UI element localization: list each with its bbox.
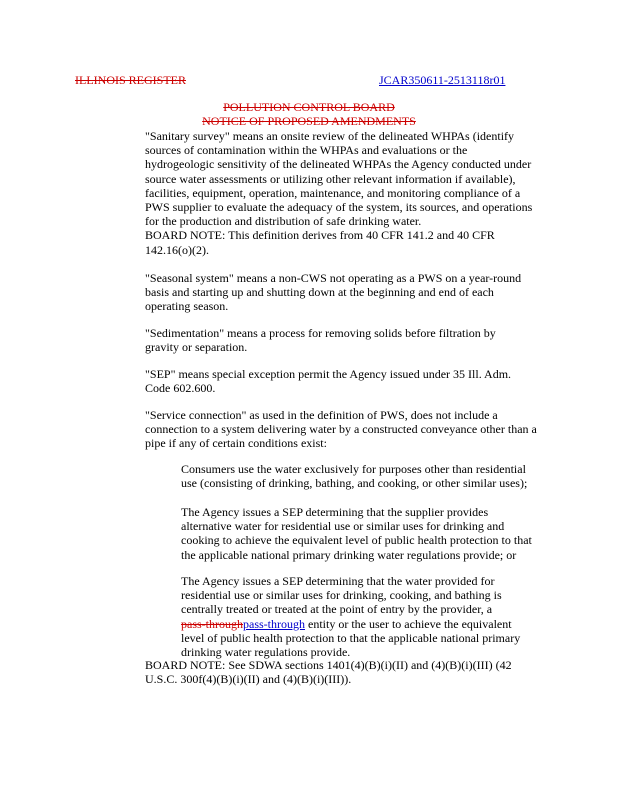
text-line: use (consisting of drinking, bathing, and cooking, or other similar uses); <box>181 476 528 491</box>
text-line: BOARD NOTE: This definition derives from 40 CFR 141.2 and 40 CFR <box>145 228 495 243</box>
title-board: POLLUTION CONTROL BOARD <box>223 100 395 114</box>
inserted-text[interactable]: pass-through <box>243 616 305 631</box>
text-line: centrally treated or treated at the point of entry by the provider, a <box>181 602 493 617</box>
def-service-connection <box>145 408 537 451</box>
text-line: "Sanitary survey" means an onsite review of the delineated WHPAs (identify <box>145 129 515 143</box>
text-line: pipe if any of certain conditions exist: <box>145 436 327 451</box>
text-line: The Agency issues a SEP determining that the supplier provides <box>181 505 489 519</box>
board-note-sdwa <box>145 658 512 686</box>
condition-1 <box>181 462 527 490</box>
text-line: source water assessments or utilizing other relevant information if available), <box>145 171 516 186</box>
text-line: PWS supplier to evaluate the adequacy of the system, its sources, and operations <box>145 200 533 215</box>
condition-3 <box>181 574 520 659</box>
text-line: "Seasonal system" means a non-CWS not operating as a PWS on a year-round <box>145 271 522 285</box>
text-line: sources of contamination within the WHPAs and evaluations or the <box>145 143 468 158</box>
title-notice: NOTICE OF PROPOSED AMENDMENTS <box>202 114 416 128</box>
text-line: cooking to achieve the equivalent level of public health protection to that <box>181 533 532 548</box>
text-line: 142.16(o)(2). <box>145 242 209 257</box>
text-line: operating season. <box>145 299 229 314</box>
text-fragment: entity or the user to achieve the equivalent <box>308 616 512 631</box>
text-line-with-revision <box>181 617 520 631</box>
text-line: for the production and distribution of safe drinking water. <box>145 214 422 229</box>
text-line: The Agency issues a SEP determining that the water provided for <box>181 574 495 588</box>
text-line: connection to a system delivering water by a constructed conveyance other than a <box>145 422 537 437</box>
text-line: residential use or similar uses for drinking, cooking, and bathing is <box>181 588 502 603</box>
deleted-text: pass-through <box>181 616 243 631</box>
text-line: Code 602.600. <box>145 381 216 396</box>
text-line: drinking water regulations provide. <box>181 645 351 660</box>
text-line: the applicable national primary drinking water regulations provide; or <box>181 547 517 562</box>
text-line: Consumers use the water exclusively for purposes other than residential <box>181 462 526 476</box>
text-line: hydrogeologic sensitivity of the delineated WHPAs the Agency conducted under <box>145 157 532 172</box>
text-line: gravity or separation. <box>145 340 248 355</box>
def-sanitary-survey <box>145 129 532 257</box>
condition-2 <box>181 505 532 562</box>
def-sedimentation <box>145 326 496 354</box>
header-right-jcar-id[interactable]: JCAR350611-2513118r01 <box>379 73 506 87</box>
header-left: ILLINOIS REGISTER <box>75 73 186 87</box>
text-line: U.S.C. 300f(4)(B)(i)(II) and (4)(B)(i)(III)). <box>145 672 352 687</box>
text-line: basis and starting up and shutting down at the beginning and end of each <box>145 285 494 300</box>
text-line: alternative water for residential use or similar uses for drinking and <box>181 519 505 534</box>
text-line: "Service connection" as used in the definition of PWS, does not include a <box>145 408 498 422</box>
text-line: "SEP" means special exception permit the Agency issued under 35 Ill. Adm. <box>145 367 512 381</box>
def-sep <box>145 367 511 395</box>
text-line: "Sedimentation" means a process for removing solids before filtration by <box>145 326 496 340</box>
text-line: BOARD NOTE: See SDWA sections 1401(4)(B)(i)(II) and (4)(B)(i)(III) (42 <box>145 658 512 672</box>
text-line: level of public health protection to that the applicable national primary <box>181 630 521 645</box>
def-seasonal-system <box>145 271 521 314</box>
text-line: facilities, equipment, operation, maintenance, and monitoring compliance of a <box>145 185 521 200</box>
